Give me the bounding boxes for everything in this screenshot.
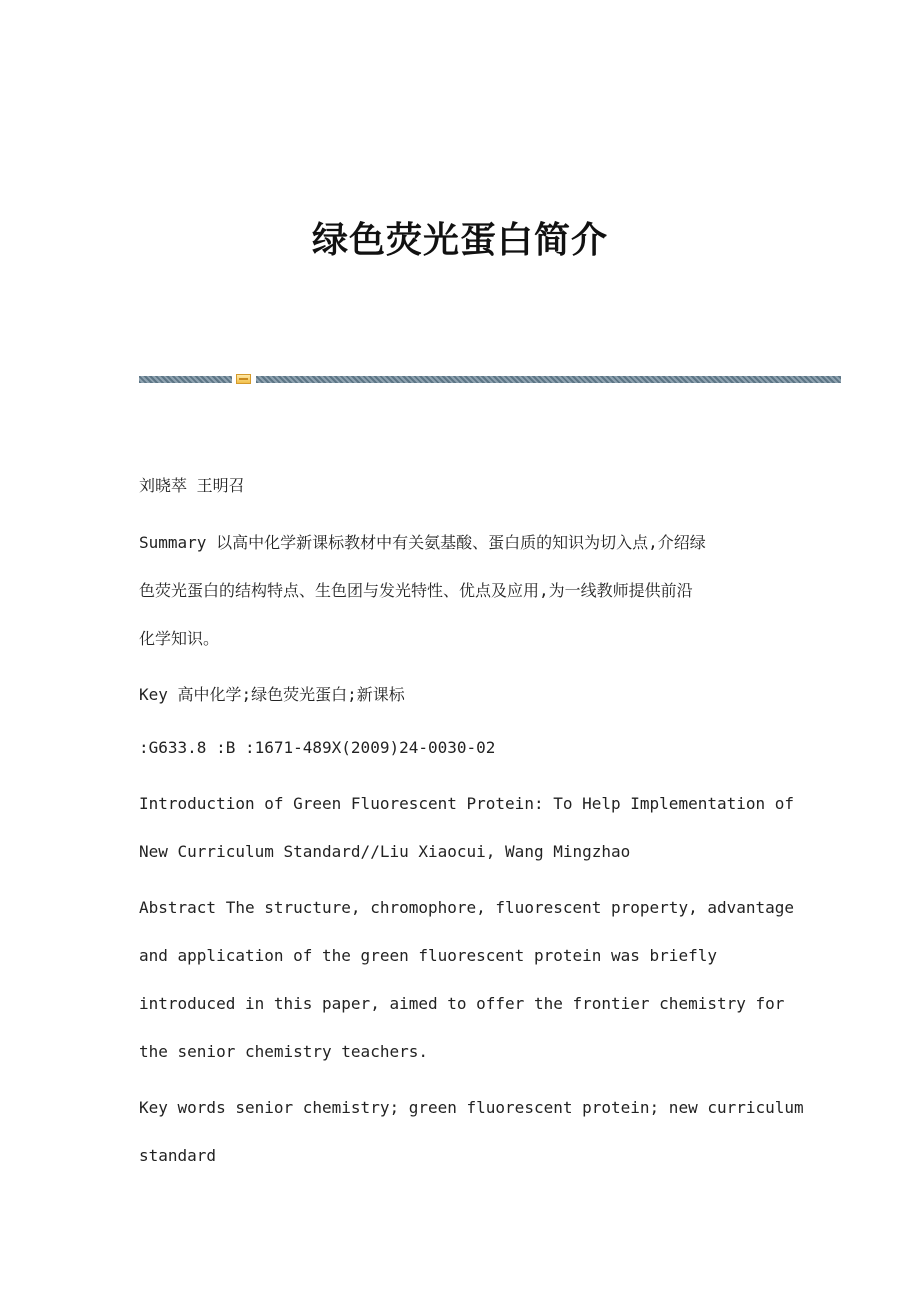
document-title: 绿色荧光蛋白简介 [311,219,608,261]
summary-line: Summary 以高中化学新课标教材中有关氨基酸、蛋白质的知识为切入点,介绍绿 [139,533,706,552]
divider-badge-icon [236,374,251,384]
keywords-cn: Key 高中化学;绿色荧光蛋白;新课标 [139,685,405,704]
divider-bar-left [139,376,232,383]
summary-line: 化学知识。 [139,629,220,648]
english-title-line: Introduction of Green Fluorescent Protein: To Help Implementation of [139,794,795,813]
summary-line: 色荧光蛋白的结构特点、生色团与发光特性、优点及应用,为一线教师提供前沿 [139,581,693,600]
abstract-line: introduced in this paper, aimed to offer the frontier chemistry for [139,994,785,1013]
divider-bar-right [256,376,841,383]
title-divider [139,374,841,384]
authors: 刘晓萃 王明召 [139,476,245,495]
keywords-en-line: standard [139,1146,217,1165]
abstract-line: and application of the green fluorescent protein was briefly [139,946,717,965]
english-title-line: New Curriculum Standard//Liu Xiaocui, Wang Mingzhao [139,842,631,861]
classification: :G633.8 :B :1671-489X(2009)24-0030-02 [139,738,496,757]
keywords-en-line: Key words senior chemistry; green fluorescent protein; new curriculum [139,1098,804,1117]
abstract-line: the senior chemistry teachers. [139,1042,428,1061]
abstract-line: Abstract The structure, chromophore, fluorescent property, advantage [139,898,795,917]
